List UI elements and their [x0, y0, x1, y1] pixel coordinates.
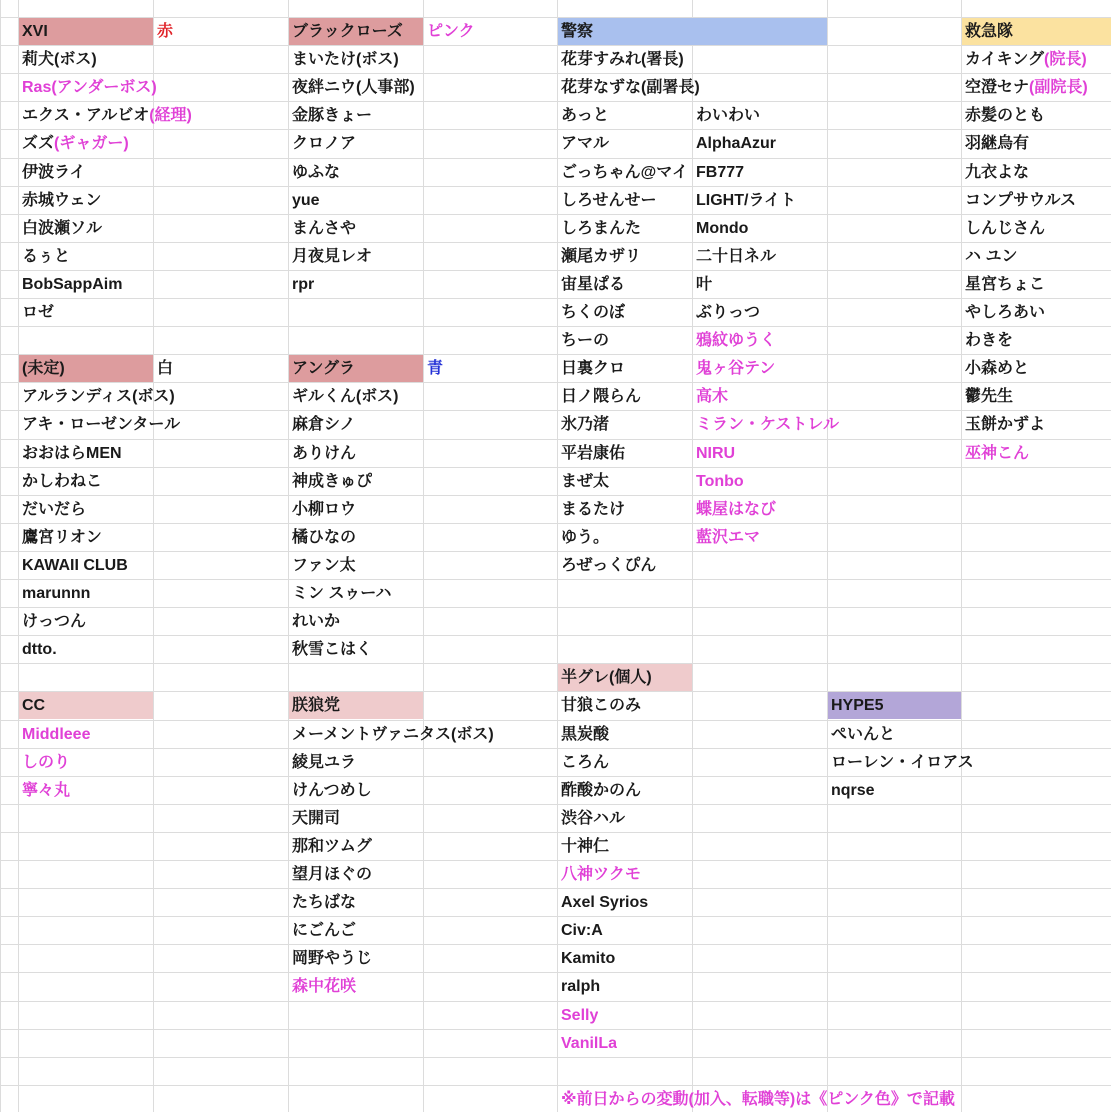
group-header-fill-police: [558, 18, 827, 45]
member-cell[interactable]: [288, 917, 356, 945]
member-name: AlphaAzur: [696, 135, 776, 153]
member-role: (院長): [1044, 51, 1087, 69]
member-name: 黒炭酸: [561, 725, 610, 743]
member-cell[interactable]: [18, 749, 70, 777]
member-cell[interactable]: [961, 46, 1087, 74]
group-header-police[interactable]: 警察: [561, 23, 594, 40]
member-name: 渋谷ハル: [561, 809, 626, 827]
member-name: アキ・ローゼンタール: [22, 416, 181, 434]
member-cell[interactable]: [557, 805, 625, 833]
member-cell[interactable]: [557, 440, 625, 468]
member-cell[interactable]: [557, 74, 700, 102]
member-name: rpr: [292, 275, 315, 293]
member-name: わいわい: [696, 107, 761, 125]
member-cell[interactable]: [18, 215, 102, 243]
member-cell[interactable]: [557, 299, 625, 327]
member-cell[interactable]: [18, 608, 86, 636]
member-name: たちばな: [292, 894, 357, 912]
member-cell[interactable]: [827, 749, 974, 777]
member-cell[interactable]: [18, 187, 101, 215]
member-name: しろせんせー: [561, 191, 657, 209]
member-cell[interactable]: [18, 159, 86, 187]
member-name: KAWAII CLUB: [22, 556, 128, 574]
member-cell[interactable]: [557, 749, 609, 777]
member-name: Civ:A: [561, 922, 603, 940]
member-name: ralph: [561, 978, 601, 996]
member-role: (経理): [149, 107, 192, 125]
member-cell[interactable]: [288, 102, 372, 130]
member-cell[interactable]: [288, 608, 340, 636]
group-header-chinroutou[interactable]: 朕狼党: [292, 697, 341, 715]
member-name: 瀬尾カザリ: [561, 247, 642, 265]
member-name: NIRU: [696, 444, 736, 462]
member-name: まぜ太: [561, 472, 610, 490]
member-cell[interactable]: [18, 102, 192, 130]
member-cell[interactable]: [557, 721, 609, 749]
member-cell[interactable]: [557, 973, 600, 1001]
member-name: 鴉紋ゆうく: [696, 332, 777, 350]
member-cell[interactable]: [18, 721, 90, 749]
member-cell[interactable]: [692, 130, 776, 158]
member-cell[interactable]: [288, 889, 356, 917]
member-name: Middleee: [22, 725, 91, 743]
member-cell[interactable]: [961, 299, 1045, 327]
member-name: るぅと: [22, 247, 71, 265]
member-cell[interactable]: [18, 46, 97, 74]
member-name: 日ノ隈らん: [561, 388, 642, 406]
member-cell[interactable]: [692, 299, 760, 327]
member-name: 二十日ネル: [696, 247, 777, 265]
member-name: 鬼ヶ谷テン: [696, 360, 776, 378]
member-name: 岡野やうじ: [292, 950, 373, 968]
member-name: 寧々丸: [22, 781, 71, 799]
member-cell[interactable]: [557, 1030, 617, 1058]
member-role: (副院長): [1029, 79, 1088, 97]
member-cell[interactable]: [961, 130, 1029, 158]
member-name: nqrse: [831, 781, 875, 799]
member-name: 橘ひなの: [292, 528, 357, 546]
member-name: 麻倉シノ: [292, 416, 356, 434]
member-cell[interactable]: [288, 973, 356, 1001]
member-name: ありけん: [292, 444, 357, 462]
member-cell[interactable]: [692, 243, 776, 271]
member-cell[interactable]: [692, 468, 744, 496]
member-cell[interactable]: [961, 187, 1076, 215]
member-name: まるたけ: [561, 500, 626, 518]
member-cell[interactable]: [288, 777, 372, 805]
member-name: アマル: [561, 135, 610, 153]
member-cell[interactable]: [288, 945, 372, 973]
member-cell[interactable]: [961, 271, 1045, 299]
member-name: コンプサウルス: [965, 191, 1077, 209]
member-name: にごんご: [292, 922, 357, 940]
member-name: わきを: [965, 332, 1014, 350]
group-header-angura[interactable]: アングラ: [292, 360, 356, 378]
member-cell[interactable]: [692, 524, 760, 552]
member-cell[interactable]: [288, 552, 356, 580]
member-cell[interactable]: [18, 580, 90, 608]
member-cell[interactable]: [557, 383, 641, 411]
member-name: しんじさん: [965, 219, 1046, 237]
member-cell[interactable]: [557, 692, 641, 720]
group-header-black_rose[interactable]: ブラックローズ: [292, 23, 403, 40]
member-cell[interactable]: [557, 833, 609, 861]
member-cell[interactable]: [18, 411, 180, 439]
member-name: ゆう。: [561, 528, 610, 546]
member-cell[interactable]: [288, 524, 356, 552]
member-name: 九衣よな: [965, 163, 1030, 181]
member-cell[interactable]: [961, 383, 1013, 411]
member-name: ちくのぼ: [561, 304, 626, 321]
member-name: 星宮ちょこ: [965, 275, 1046, 293]
member-name: ミン スゥーハ: [292, 585, 392, 602]
member-name: しのり: [22, 753, 71, 771]
member-cell[interactable]: [288, 749, 356, 777]
member-name: 空澄セナ: [965, 79, 1030, 97]
member-name: Kamito: [561, 950, 616, 968]
member-name: 天開司: [292, 809, 341, 827]
member-cell[interactable]: [288, 721, 494, 749]
member-cell[interactable]: [288, 159, 340, 187]
member-cell[interactable]: [557, 215, 641, 243]
member-name: メーメントヴァニタス(ボス): [292, 725, 494, 743]
member-cell[interactable]: [288, 805, 340, 833]
member-name: 秋雪こはく: [292, 641, 373, 659]
member-name: ころん: [561, 753, 610, 771]
group-header-xvi[interactable]: XVI: [22, 23, 48, 40]
member-name: ぺいんと: [831, 725, 896, 743]
member-name: ギルくん(ボス): [292, 388, 399, 406]
member-name: 花芽なずな(副署長): [561, 79, 700, 97]
member-name: 金豚きょー: [292, 107, 373, 125]
member-name: カイキング: [965, 51, 1045, 69]
member-name: 花芽すみれ(署長): [561, 51, 684, 69]
member-name: 酢酸かのん: [561, 781, 642, 799]
member-cell[interactable]: [961, 102, 1045, 130]
member-cell[interactable]: [18, 243, 70, 271]
member-name: Ras(アンダーボス): [22, 79, 157, 97]
member-cell[interactable]: [961, 159, 1029, 187]
member-name: BobSappAim: [22, 275, 123, 293]
member-cell[interactable]: [557, 46, 684, 74]
member-name: yue: [292, 191, 320, 209]
group-color-label-xvi[interactable]: 赤: [157, 23, 174, 40]
member-role: (ボス): [54, 51, 97, 69]
member-cell[interactable]: [557, 889, 648, 917]
member-name: やしろあい: [965, 304, 1046, 321]
member-cell[interactable]: [692, 440, 735, 468]
member-cell[interactable]: [961, 440, 1029, 468]
member-cell[interactable]: [557, 917, 603, 945]
member-name: Tonbo: [696, 472, 744, 490]
member-name: ロゼ: [22, 304, 55, 321]
member-cell[interactable]: [557, 130, 609, 158]
member-cell[interactable]: [557, 159, 688, 187]
footnote[interactable]: ※前日からの変動(加入、転職等)は《ピンク色》で記載: [561, 1090, 955, 1108]
member-cell[interactable]: [557, 777, 641, 805]
member-cell[interactable]: [961, 327, 1013, 355]
member-name: 叶: [696, 275, 713, 293]
member-cell[interactable]: [288, 130, 356, 158]
member-cell[interactable]: [557, 102, 609, 130]
group-header-cc[interactable]: CC: [22, 697, 46, 715]
member-name: 白波瀬ソル: [22, 219, 103, 237]
member-name: クロノア: [292, 135, 357, 153]
member-name: 平岩康佑: [561, 444, 626, 462]
member-cell[interactable]: [18, 440, 122, 468]
member-cell[interactable]: [557, 496, 625, 524]
member-cell[interactable]: [288, 580, 392, 608]
member-cell[interactable]: [288, 46, 399, 74]
member-name: しろまんた: [561, 219, 642, 237]
member-cell[interactable]: [288, 468, 372, 496]
member-cell[interactable]: [692, 159, 744, 187]
member-cell[interactable]: [692, 327, 776, 355]
member-name: 八神ツクモ: [561, 866, 641, 883]
member-cell[interactable]: [288, 833, 372, 861]
member-cell[interactable]: [288, 215, 356, 243]
member-name: 巫神こん: [965, 444, 1030, 462]
group-color-label-angura[interactable]: 青: [427, 360, 444, 378]
member-cell[interactable]: [961, 355, 1029, 383]
group-header-undecided[interactable]: (未定): [22, 360, 65, 378]
member-name: 氷乃渚: [561, 416, 610, 434]
member-cell[interactable]: [557, 1002, 598, 1030]
member-cell[interactable]: [827, 721, 895, 749]
member-cell[interactable]: [961, 411, 1045, 439]
member-name: Selly: [561, 1006, 599, 1024]
member-cell[interactable]: [692, 102, 760, 130]
member-name: かしわねこ: [22, 472, 103, 490]
member-cell[interactable]: [18, 468, 102, 496]
member-name: 森中花咲: [292, 978, 357, 996]
member-cell[interactable]: [18, 299, 54, 327]
member-cell[interactable]: [288, 243, 372, 271]
group-color-label-black_rose[interactable]: ピンク: [427, 23, 475, 40]
group-header-hangure[interactable]: 半グレ(個人): [561, 669, 652, 687]
member-role: (ギャガー): [54, 135, 129, 153]
member-name: LIGHT/ライト: [696, 191, 796, 209]
member-name: 神成きゅぴ: [292, 472, 373, 490]
member-name: 高木: [696, 388, 729, 406]
member-cell[interactable]: [18, 524, 102, 552]
member-name: 望月ほぐの: [292, 866, 373, 883]
member-name: 莉犬: [22, 51, 55, 69]
group-color-label-undecided[interactable]: 白: [157, 360, 174, 378]
member-cell[interactable]: [557, 187, 657, 215]
member-name: 蝶屋はなび: [696, 500, 777, 518]
member-name: 鷹宮リオン: [22, 528, 102, 546]
member-cell[interactable]: [18, 777, 70, 805]
member-name: FB777: [696, 163, 745, 181]
member-name: 鬱先生: [965, 388, 1014, 406]
member-name: marunnn: [22, 585, 91, 602]
member-cell[interactable]: [692, 383, 728, 411]
member-cell[interactable]: [961, 74, 1088, 102]
member-cell[interactable]: [288, 636, 372, 664]
member-cell[interactable]: [557, 411, 609, 439]
member-name: ズズ: [22, 135, 55, 153]
member-name: けっつん: [22, 613, 87, 631]
member-name: ちーの: [561, 332, 610, 350]
member-cell[interactable]: [18, 552, 128, 580]
member-cell[interactable]: [557, 524, 609, 552]
group-header-hype5[interactable]: HYPE5: [831, 697, 884, 715]
member-name: ぶりっつ: [696, 304, 761, 321]
member-cell[interactable]: [557, 327, 609, 355]
member-cell[interactable]: [557, 243, 641, 271]
member-cell[interactable]: [288, 271, 314, 299]
member-cell[interactable]: [288, 383, 399, 411]
member-cell[interactable]: [961, 243, 1017, 271]
member-cell[interactable]: [18, 74, 157, 102]
member-name: dtto.: [22, 641, 57, 659]
member-name: ローレン・イロアス: [831, 753, 974, 771]
member-name: Mondo: [696, 219, 749, 237]
member-name: 玉餅かずよ: [965, 416, 1046, 434]
member-name: 日裏クロ: [561, 360, 626, 378]
member-name: だいだら: [22, 500, 87, 518]
member-cell[interactable]: [18, 496, 86, 524]
member-cell[interactable]: [557, 355, 625, 383]
member-name: おおはらMEN: [22, 444, 122, 462]
member-cell[interactable]: [288, 74, 415, 102]
member-name: VanilLa: [561, 1034, 618, 1052]
member-cell[interactable]: [288, 411, 355, 439]
member-name: ハ ユン: [965, 247, 1018, 265]
member-cell[interactable]: [557, 861, 641, 889]
member-cell[interactable]: [557, 468, 609, 496]
member-name: エクス・アルビオ: [22, 107, 150, 125]
member-name: ろぜっくぴん: [561, 556, 657, 574]
member-name: ミラン・ケストレル: [696, 416, 839, 434]
member-name: けんつめし: [292, 781, 372, 799]
member-name: 那和ツムグ: [292, 837, 372, 855]
member-cell[interactable]: [288, 496, 356, 524]
member-cell[interactable]: [692, 411, 839, 439]
group-header-ems[interactable]: 救急隊: [965, 23, 1014, 40]
member-cell[interactable]: [692, 496, 776, 524]
member-name: 伊波ライ: [22, 163, 86, 181]
member-cell[interactable]: [692, 187, 796, 215]
member-cell[interactable]: [827, 777, 875, 805]
member-cell[interactable]: [961, 215, 1045, 243]
member-cell[interactable]: [288, 187, 320, 215]
member-name: れいか: [292, 613, 341, 631]
member-name: 月夜見レオ: [292, 247, 373, 265]
member-cell[interactable]: [18, 130, 129, 158]
member-cell[interactable]: [18, 383, 175, 411]
member-cell[interactable]: [692, 271, 712, 299]
member-cell[interactable]: [18, 636, 57, 664]
member-name: 宙星ぱる: [561, 275, 626, 293]
member-name: ごっちゃん@マイ: [561, 163, 688, 181]
member-cell[interactable]: [692, 355, 775, 383]
member-name: 綾見ユラ: [292, 753, 357, 771]
member-name: ゆふな: [292, 163, 341, 181]
member-name: 十神仁: [561, 837, 610, 855]
member-cell[interactable]: [557, 552, 656, 580]
member-name: 甘狼このみ: [561, 697, 642, 715]
member-cell[interactable]: [557, 271, 625, 299]
member-cell[interactable]: [288, 861, 372, 889]
member-cell[interactable]: [18, 271, 122, 299]
member-name: まんさや: [292, 219, 357, 237]
member-name: アルランディス(ボス): [22, 388, 175, 406]
member-name: まいたけ(ボス): [292, 51, 399, 69]
member-cell[interactable]: [288, 440, 356, 468]
member-name: 小森めと: [965, 360, 1030, 378]
member-cell[interactable]: [557, 945, 615, 973]
member-name: Axel Syrios: [561, 894, 649, 912]
member-name: 赤髪のとも: [965, 107, 1046, 125]
member-name: 小柳ロウ: [292, 500, 357, 518]
member-name: 夜絆ニウ(人事部): [292, 79, 415, 97]
member-name: 羽継烏有: [965, 135, 1030, 153]
member-name: 赤城ウェン: [22, 191, 102, 209]
member-name: ファン太: [292, 556, 356, 574]
member-cell[interactable]: [692, 215, 748, 243]
member-name: あっと: [561, 107, 609, 125]
member-name: 藍沢エマ: [696, 528, 761, 546]
